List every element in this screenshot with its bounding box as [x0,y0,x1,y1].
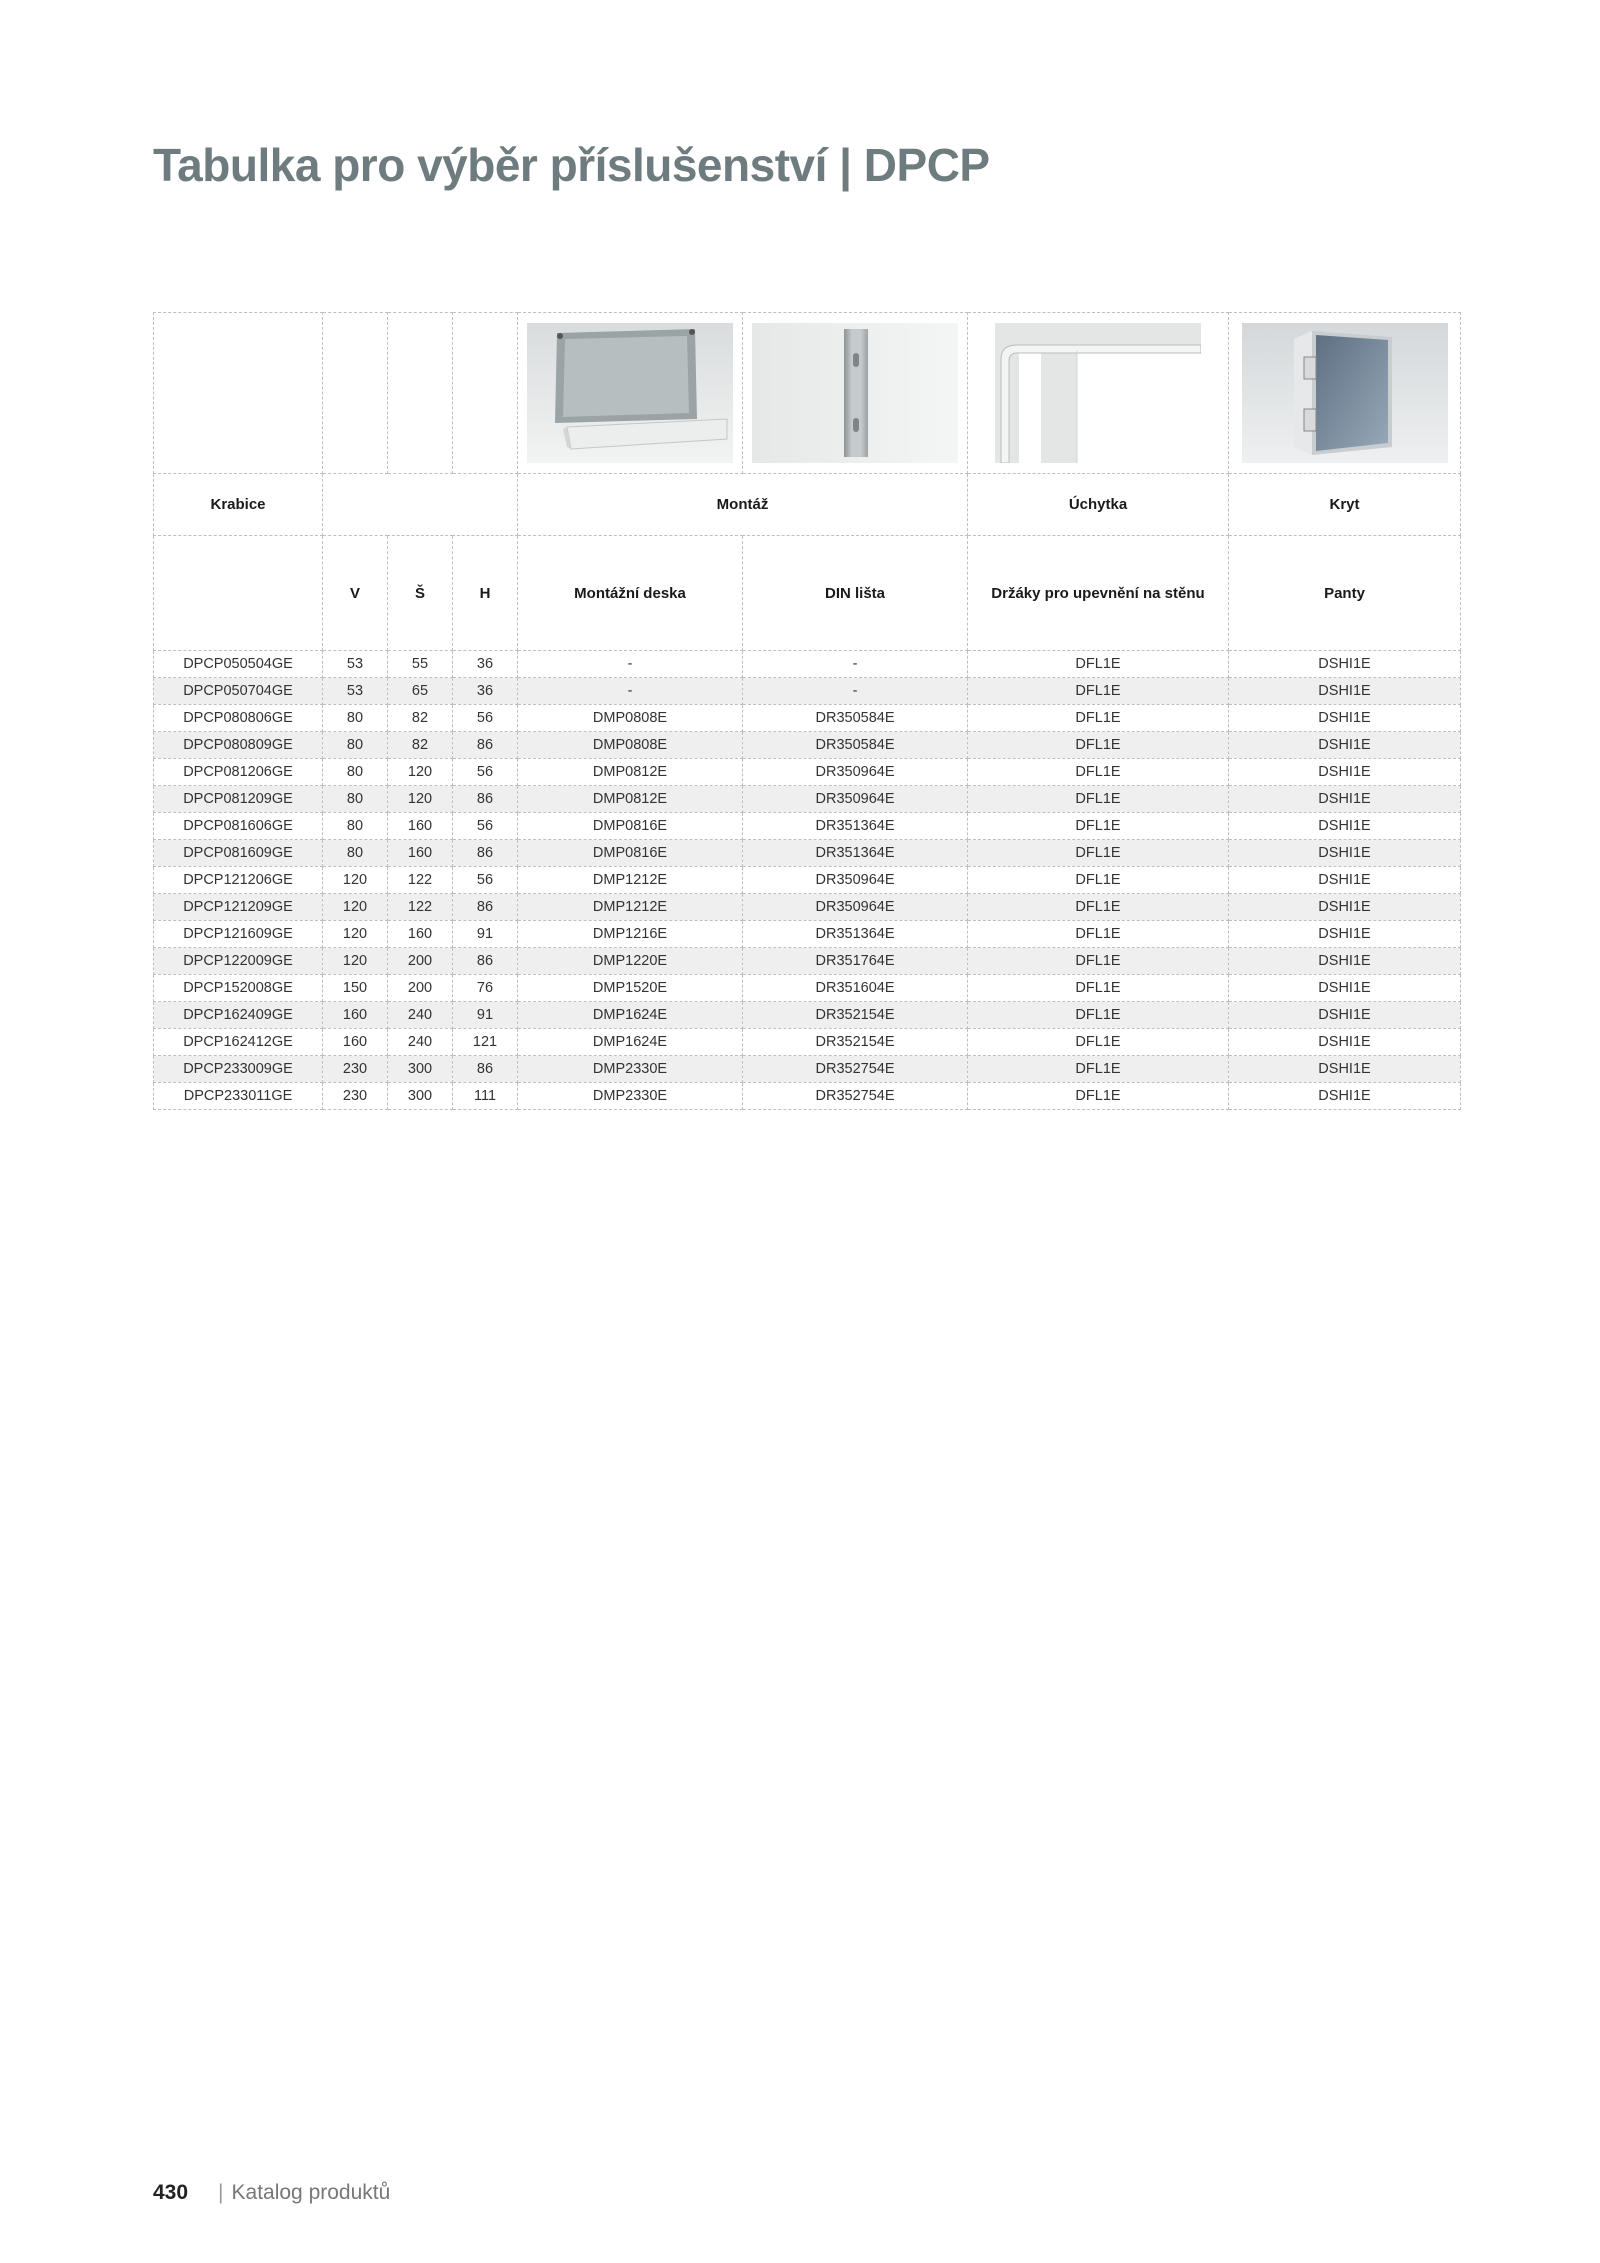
cell-din-rail: DR350964E [743,759,968,786]
table-row [154,732,1461,759]
cell-h: 86 [453,894,518,921]
cell-v: 53 [323,651,388,678]
cell-v: 230 [323,1083,388,1110]
header-din-rail: DIN lišta [743,536,968,651]
cell-din-rail: - [743,678,968,705]
cell-hinges: DSHI1E [1229,1029,1461,1056]
cell-box: DPCP122009GE [154,948,323,975]
header-s: Š [388,536,453,651]
cell-hinges: DSHI1E [1229,1002,1461,1029]
cell-h: 36 [453,651,518,678]
cell-h: 86 [453,732,518,759]
enclosure-with-hinges-icon [1242,323,1448,463]
cell-mounting-plate: DMP1624E [518,1002,743,1029]
cell-din-rail: - [743,651,968,678]
cell-h: 111 [453,1083,518,1110]
cell-hinges: DSHI1E [1229,1083,1461,1110]
cell-h: 36 [453,678,518,705]
cell-h: 56 [453,759,518,786]
wall-mounting-bracket-icon [995,323,1201,463]
table-row [154,759,1461,786]
cell-h: 121 [453,1029,518,1056]
cell-v: 120 [323,948,388,975]
cell-v: 120 [323,921,388,948]
cell-wall-bracket: DFL1E [968,759,1229,786]
cell-box: DPCP050504GE [154,651,323,678]
cell-din-rail: DR352154E [743,1029,968,1056]
cell-din-rail: DR351364E [743,840,968,867]
category-box: Krabice [154,474,323,536]
mounting-plate-image-cell [518,313,743,474]
cell-hinges: DSHI1E [1229,813,1461,840]
cell-s: 160 [388,921,453,948]
cell-h: 56 [453,705,518,732]
table-row [154,1083,1461,1110]
din-rail-icon [752,323,958,463]
hinge-image-cell [1229,313,1461,474]
cell-box: DPCP081606GE [154,813,323,840]
cell-din-rail: DR351604E [743,975,968,1002]
cell-mounting-plate: - [518,678,743,705]
cell-mounting-plate: DMP0816E [518,813,743,840]
page-title: Tabulka pro výběr příslušenství | DPCP [153,139,990,191]
cell-mounting-plate: DMP1624E [518,1029,743,1056]
cell-v: 160 [323,1002,388,1029]
cell-v: 80 [323,732,388,759]
cell-din-rail: DR350964E [743,786,968,813]
cell-box: DPCP080809GE [154,732,323,759]
table-row [154,921,1461,948]
cell-box: DPCP121209GE [154,894,323,921]
cell-v: 230 [323,1056,388,1083]
cell-h: 76 [453,975,518,1002]
cell-s: 300 [388,1083,453,1110]
table-row [154,867,1461,894]
cell-wall-bracket: DFL1E [968,948,1229,975]
cell-wall-bracket: DFL1E [968,732,1229,759]
cell-mounting-plate: DMP1212E [518,894,743,921]
table-row [154,678,1461,705]
table-row [154,786,1461,813]
cell-wall-bracket: DFL1E [968,1029,1229,1056]
cell-hinges: DSHI1E [1229,678,1461,705]
cell-h: 91 [453,1002,518,1029]
category-header-row [154,474,1461,536]
cell-hinges: DSHI1E [1229,948,1461,975]
cell-s: 120 [388,786,453,813]
enclosure-with-mounting-plate-icon [527,323,733,463]
cell-v: 53 [323,678,388,705]
cell-din-rail: DR350584E [743,732,968,759]
footer-separator: | [218,2181,224,2204]
cell-v: 80 [323,705,388,732]
cell-s: 82 [388,705,453,732]
table-row [154,813,1461,840]
cell-mounting-plate: DMP1520E [518,975,743,1002]
cell-wall-bracket: DFL1E [968,786,1229,813]
cell-wall-bracket: DFL1E [968,975,1229,1002]
cell-v: 80 [323,786,388,813]
cell-hinges: DSHI1E [1229,921,1461,948]
cell-mounting-plate: DMP0812E [518,759,743,786]
cell-mounting-plate: DMP2330E [518,1056,743,1083]
cell-v: 120 [323,894,388,921]
cell-s: 160 [388,813,453,840]
cell-s: 160 [388,840,453,867]
category-mounting: Montáž [518,474,968,536]
category-cover: Kryt [1229,474,1461,536]
cell-hinges: DSHI1E [1229,840,1461,867]
cell-s: 55 [388,651,453,678]
table-row [154,1002,1461,1029]
cell-h: 86 [453,1056,518,1083]
cell-din-rail: DR351764E [743,948,968,975]
din-rail-image-cell [743,313,968,474]
cell-box: DPCP121206GE [154,867,323,894]
table-row [154,840,1461,867]
cell-s: 240 [388,1029,453,1056]
table-row [154,948,1461,975]
cell-box: DPCP050704GE [154,678,323,705]
cell-v: 150 [323,975,388,1002]
cell-v: 120 [323,867,388,894]
cell-h: 86 [453,948,518,975]
cell-s: 82 [388,732,453,759]
cell-din-rail: DR350584E [743,705,968,732]
cell-wall-bracket: DFL1E [968,813,1229,840]
cell-din-rail: DR351364E [743,813,968,840]
cell-box: DPCP162412GE [154,1029,323,1056]
cell-box: DPCP233009GE [154,1056,323,1083]
cell-s: 300 [388,1056,453,1083]
cell-mounting-plate: - [518,651,743,678]
cell-din-rail: DR352754E [743,1056,968,1083]
table-row [154,975,1461,1002]
cell-s: 122 [388,867,453,894]
header-wall-bracket: Držáky pro upevnění na stěnu [968,536,1229,651]
category-bracket: Úchytka [968,474,1229,536]
cell-h: 86 [453,840,518,867]
table-row [154,1029,1461,1056]
cell-hinges: DSHI1E [1229,1056,1461,1083]
accessory-selection-table [153,312,1460,1110]
cell-s: 200 [388,948,453,975]
wall-bracket-image-cell [968,313,1229,474]
page-footer [153,2181,390,2205]
header-hinges: Panty [1229,536,1461,651]
cell-hinges: DSHI1E [1229,732,1461,759]
cell-wall-bracket: DFL1E [968,1056,1229,1083]
cell-mounting-plate: DMP1220E [518,948,743,975]
cell-mounting-plate: DMP0808E [518,705,743,732]
cell-v: 80 [323,813,388,840]
cell-mounting-plate: DMP2330E [518,1083,743,1110]
cell-s: 122 [388,894,453,921]
cell-wall-bracket: DFL1E [968,921,1229,948]
cell-din-rail: DR350964E [743,867,968,894]
cell-box: DPCP162409GE [154,1002,323,1029]
header-v: V [323,536,388,651]
table-row [154,894,1461,921]
cell-v: 160 [323,1029,388,1056]
cell-hinges: DSHI1E [1229,759,1461,786]
cell-mounting-plate: DMP1216E [518,921,743,948]
cell-hinges: DSHI1E [1229,894,1461,921]
cell-s: 200 [388,975,453,1002]
cell-box: DPCP081206GE [154,759,323,786]
cell-din-rail: DR352754E [743,1083,968,1110]
cell-wall-bracket: DFL1E [968,651,1229,678]
cell-s: 120 [388,759,453,786]
cell-hinges: DSHI1E [1229,975,1461,1002]
table-row [154,651,1461,678]
footer-label: Katalog produktů [231,2181,391,2204]
cell-h: 56 [453,867,518,894]
cell-v: 80 [323,840,388,867]
cell-hinges: DSHI1E [1229,705,1461,732]
cell-mounting-plate: DMP0816E [518,840,743,867]
cell-box: DPCP081209GE [154,786,323,813]
cell-hinges: DSHI1E [1229,867,1461,894]
cell-mounting-plate: DMP0812E [518,786,743,813]
table-row [154,705,1461,732]
cell-box: DPCP080806GE [154,705,323,732]
cell-box: DPCP081609GE [154,840,323,867]
cell-wall-bracket: DFL1E [968,894,1229,921]
cell-box: DPCP121609GE [154,921,323,948]
cell-h: 91 [453,921,518,948]
cell-mounting-plate: DMP1212E [518,867,743,894]
cell-wall-bracket: DFL1E [968,1002,1229,1029]
cell-wall-bracket: DFL1E [968,840,1229,867]
cell-din-rail: DR352154E [743,1002,968,1029]
cell-wall-bracket: DFL1E [968,867,1229,894]
cell-h: 56 [453,813,518,840]
cell-s: 65 [388,678,453,705]
image-row [154,313,1461,474]
table-row [154,1056,1461,1083]
cell-din-rail: DR351364E [743,921,968,948]
cell-box: DPCP152008GE [154,975,323,1002]
cell-wall-bracket: DFL1E [968,705,1229,732]
cell-hinges: DSHI1E [1229,651,1461,678]
cell-wall-bracket: DFL1E [968,678,1229,705]
cell-wall-bracket: DFL1E [968,1083,1229,1110]
cell-din-rail: DR350964E [743,894,968,921]
cell-v: 80 [323,759,388,786]
cell-hinges: DSHI1E [1229,786,1461,813]
cell-mounting-plate: DMP0808E [518,732,743,759]
cell-s: 240 [388,1002,453,1029]
cell-h: 86 [453,786,518,813]
page-number: 430 [153,2181,189,2204]
cell-box: DPCP233011GE [154,1083,323,1110]
header-h: H [453,536,518,651]
header-mounting-plate: Montážní deska [518,536,743,651]
column-header-row [154,536,1461,651]
